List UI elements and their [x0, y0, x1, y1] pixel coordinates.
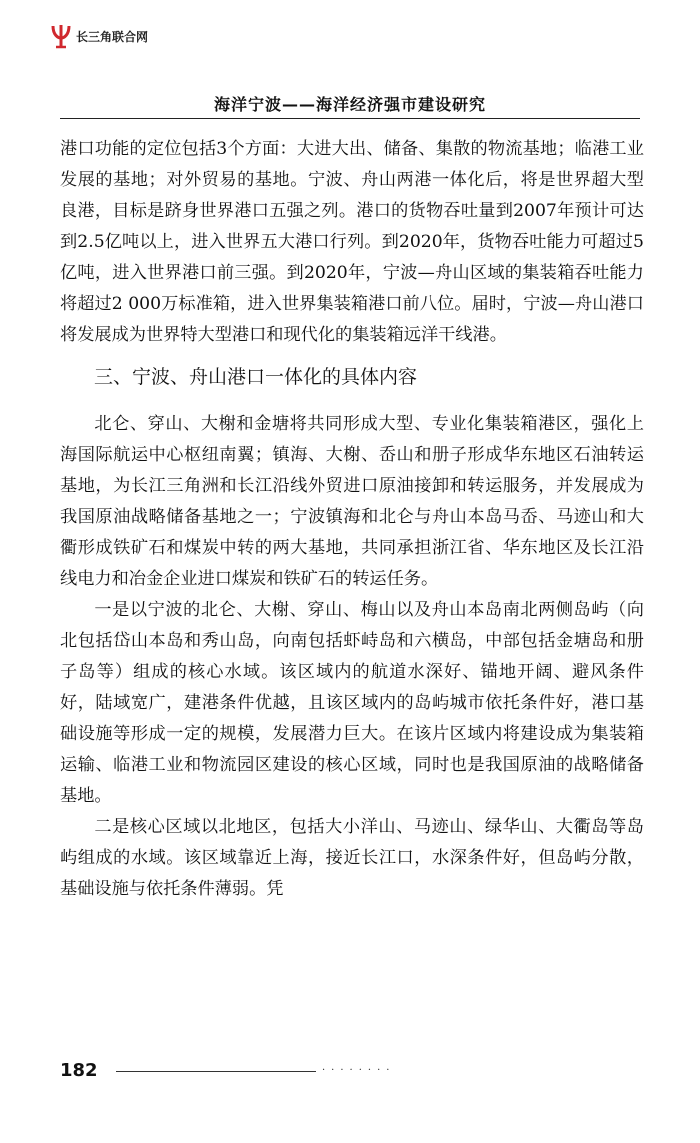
page-number: 182 [60, 1059, 98, 1081]
paragraph-1: 北仑、穿山、大榭和金塘将共同形成大型、专业化集装箱港区，强化上海国际航运中心枢纽南翼；镇海、大榭、岙山和册子形成华东地区石油转运基地，为长江三角洲和长江沿线外贸进口原油接卸和转运服务，并发展成为我国原油战略储备基地之一；宁波镇海和北仑与舟山本岛马岙、马迹山和大衢形成铁矿石和煤炭中转的两大基地，共同承担浙江省、华东地区及长江沿线电力和冶金企业进口煤炭和铁矿石的转运任务。 [60, 414, 644, 589]
header-rule [60, 118, 640, 119]
body-text [60, 134, 644, 905]
site-logo [50, 22, 148, 50]
section-heading: 三、宁波、舟山港口一体化的具体内容 [94, 366, 418, 388]
paragraph-3: 二是核心区域以北地区，包括大小洋山、马迹山、绿华山、大衢岛等岛屿组成的水域。该区域靠近上海，接近长江口，水深条件好，但岛屿分散，基础设施与依托条件薄弱。凭 [60, 817, 644, 899]
intro-paragraph: 港口功能的定位包括3个方面：大进大出、储备、集散的物流基地；临港工业发展的基地；对外贸易的基地。宁波、舟山两港一体化后，将是世界超大型良港，目标是跻身世界港口五强之列。港口的货物吞吐量到2007年预计可达到2.5亿吨以上，进入世界五大港口行列。到2020年，货物吞吐能力可超过5亿吨，进入世界港口前三强。到2020年，宁波—舟山区域的集装箱吞吐能力将超过2 000万标准箱，进入世界集装箱港口前八位。届时，宁波—舟山港口将发展成为世界特大型港口和现代化的集装箱远洋干线港。 [60, 139, 644, 345]
page-footer [60, 1058, 650, 1082]
footer-rule [116, 1071, 316, 1072]
running-head: 海洋宁波——海洋经济强市建设研究 [213, 95, 486, 114]
footer-dots: ········ [322, 1064, 396, 1076]
logo-mark-icon [50, 23, 72, 49]
site-name: 长三角联合网 [76, 29, 149, 44]
paragraph-2: 一是以宁波的北仑、大榭、穿山、梅山以及舟山本岛南北两侧岛屿（向北包括岱山本岛和秀山岛，向南包括虾峙岛和六横岛，中部包括金塘岛和册子岛等）组成的核心水域。该区域内的航道水深好、锚地开阔、避风条件好，陆域宽广，建港条件优越，且该区域内的岛屿城市依托条件好，港口基础设施等形成一定的规模，发展潜力巨大。在该片区域内将建设成为集装箱运输、临港工业和物流园区建设的核心区域，同时也是我国原油的战略储备基地。 [60, 600, 644, 806]
